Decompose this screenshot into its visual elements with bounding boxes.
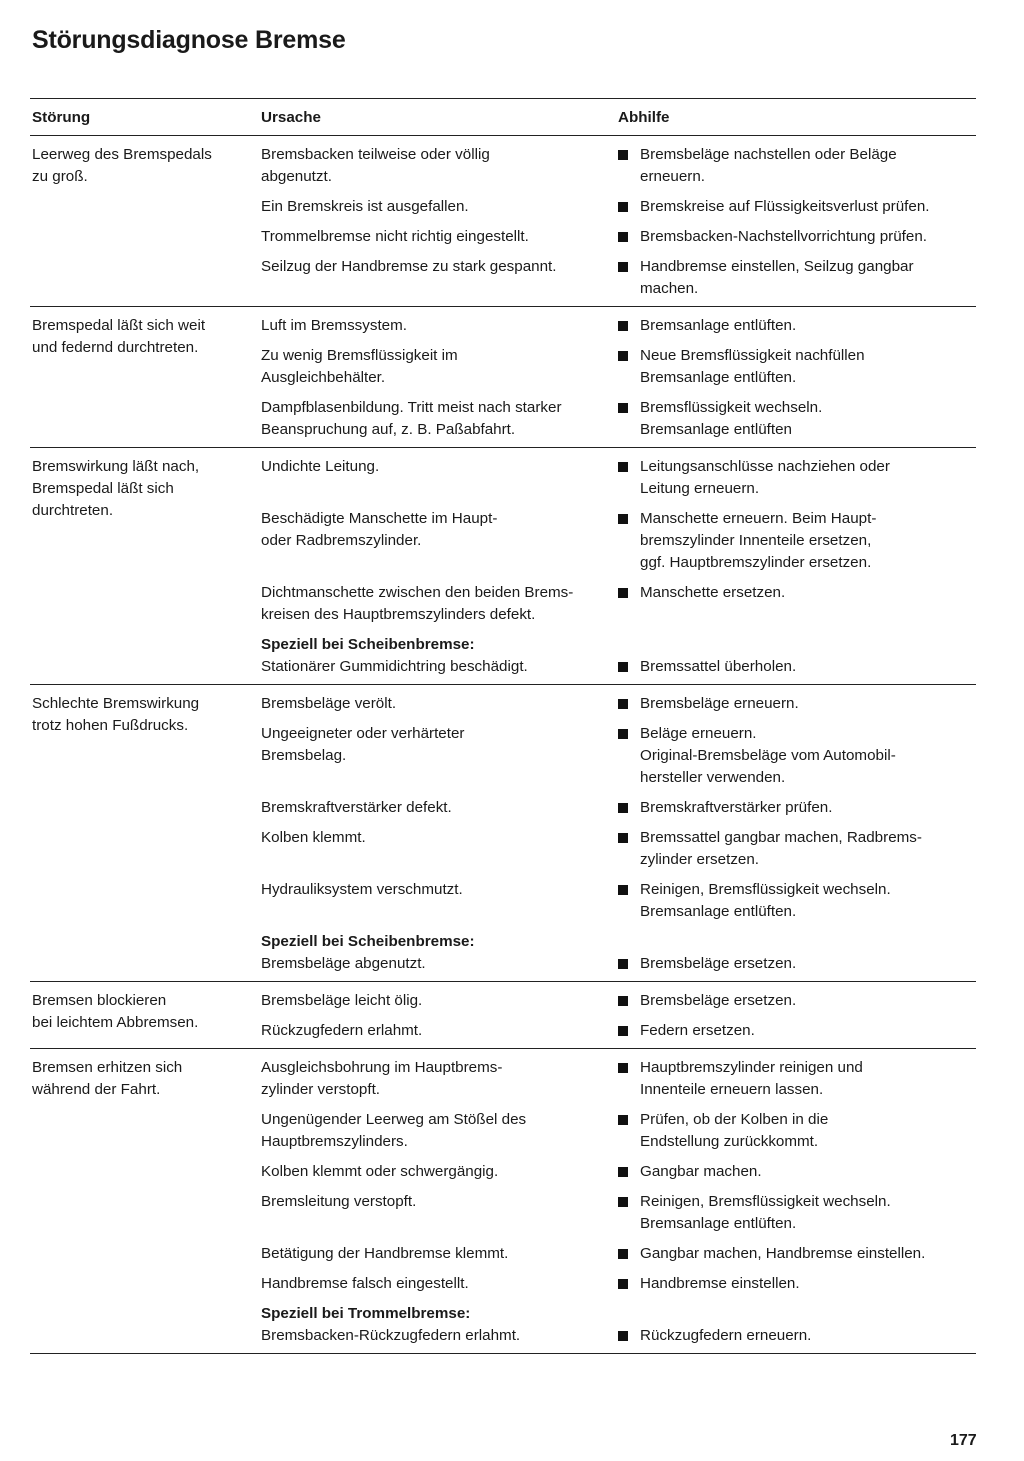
ursache-text: Betätigung der Handbremse klemmt.: [261, 1245, 509, 1262]
special-note: Speziell bei Trommelbremse:: [261, 1305, 471, 1322]
abhilfe-cell: [618, 1106, 976, 1158]
ursache-cell: [261, 505, 618, 579]
abhilfe-item: [618, 1303, 976, 1347]
abhilfe-text: Bremsbeläge ersetzen.: [640, 992, 797, 1009]
ursache-cell: [261, 448, 618, 506]
square-bullet-icon: [618, 150, 628, 160]
abhilfe-cell: [618, 685, 976, 721]
abhilfe-text: Prüfen, ob der Kolben in die Endstellung zurückkommt.: [640, 1111, 829, 1150]
ursache-cell: [261, 579, 618, 631]
abhilfe-item: [618, 931, 976, 975]
abhilfe-cell: [618, 1188, 976, 1240]
abhilfe-cell: [618, 720, 976, 794]
abhilfe-text: Manschette erneuern. Beim Haupt- bremszylinder Innenteile ersetzen, ggf. Hauptbremszylinder ersetzen.: [640, 510, 877, 571]
ursache-cell: [261, 685, 618, 721]
abhilfe-cell: [618, 1270, 976, 1300]
square-bullet-icon: [618, 662, 628, 672]
square-bullet-icon: [618, 514, 628, 524]
abhilfe-text: Bremsanlage entlüften.: [640, 317, 797, 334]
abhilfe-cell: [618, 631, 976, 685]
abhilfe-cell: [618, 1049, 976, 1107]
abhilfe-item: [618, 634, 976, 678]
ursache-text: Bremsbacken teilweise oder völlig abgenutzt.: [261, 146, 490, 185]
abhilfe-cell: [618, 505, 976, 579]
storung-text: Bremsen erhitzen sich während der Fahrt.: [32, 1059, 183, 1098]
square-bullet-icon: [618, 1197, 628, 1207]
ursache-cell: [261, 928, 618, 982]
abhilfe-text: Gangbar machen.: [640, 1163, 762, 1180]
abhilfe-item: [618, 723, 976, 789]
abhilfe-item: [618, 508, 976, 574]
abhilfe-cell: [618, 794, 976, 824]
table-row: [30, 982, 976, 1018]
abhilfe-cell: [618, 448, 976, 506]
ursache-cell: [261, 1158, 618, 1188]
table-row: [30, 685, 976, 721]
abhilfe-text: Reinigen, Bremsflüssigkeit wechseln. Bremsanlage entlüften.: [640, 881, 891, 920]
storung-text: Bremspedal läßt sich weit und federnd durchtreten.: [32, 317, 206, 356]
special-note: Speziell bei Scheibenbremse:: [261, 636, 475, 653]
abhilfe-text: Hauptbremszylinder reinigen und Innenteile erneuern lassen.: [640, 1059, 863, 1098]
abhilfe-item: [618, 827, 976, 871]
ursache-text: Bremsbeläge verölt.: [261, 695, 397, 712]
square-bullet-icon: [618, 833, 628, 843]
ursache-text: Kolben klemmt.: [261, 829, 366, 846]
fault-group: [30, 1049, 976, 1354]
abhilfe-item: [618, 1191, 976, 1235]
ursache-cell: [261, 631, 618, 685]
abhilfe-text: Handbremse einstellen, Seilzug gangbar machen.: [640, 258, 914, 297]
square-bullet-icon: [618, 729, 628, 739]
ursache-cell: [261, 136, 618, 194]
square-bullet-icon: [618, 1063, 628, 1073]
abhilfe-text: Gangbar machen, Handbremse einstellen.: [640, 1245, 926, 1262]
ursache-cell: [261, 876, 618, 928]
table-row: [30, 1049, 976, 1107]
ursache-cell: [261, 253, 618, 307]
ursache-cell: [261, 824, 618, 876]
square-bullet-icon: [618, 1249, 628, 1259]
square-bullet-icon: [618, 588, 628, 598]
ursache-text: Luft im Bremssystem.: [261, 317, 407, 334]
abhilfe-text: Manschette ersetzen.: [640, 584, 786, 601]
ursache-text: Handbremse falsch eingestellt.: [261, 1275, 469, 1292]
fault-group: [30, 448, 976, 685]
abhilfe-item: [618, 397, 976, 441]
ursache-text: Beschädigte Manschette im Haupt- oder Radbremszylinder.: [261, 510, 498, 549]
abhilfe-item: [618, 582, 976, 604]
diagnosis-table: [30, 98, 976, 1354]
abhilfe-text: Rückzugfedern erneuern.: [640, 1327, 812, 1344]
abhilfe-text: Bremsbeläge nachstellen oder Beläge erneuern.: [640, 146, 897, 185]
ursache-text: Bremskraftverstärker defekt.: [261, 799, 452, 816]
page-number: 177: [950, 1432, 977, 1449]
abhilfe-item: [618, 1057, 976, 1101]
square-bullet-icon: [618, 262, 628, 272]
abhilfe-item: [618, 693, 976, 715]
storung-cell: [30, 307, 261, 448]
abhilfe-item: [618, 315, 976, 337]
ursache-text: Dampfblasenbildung. Tritt meist nach starker Beanspruchung auf, z. B. Paßabfahrt.: [261, 399, 562, 438]
ursache-text: Ungeeigneter oder verhärteter Bremsbelag.: [261, 725, 465, 764]
abhilfe-cell: [618, 1158, 976, 1188]
ursache-cell: [261, 1300, 618, 1354]
ursache-text: Hydrauliksystem verschmutzt.: [261, 881, 463, 898]
abhilfe-text: Bremskreise auf Flüssigkeitsverlust prüfen.: [640, 198, 930, 215]
table-row: [30, 448, 976, 506]
abhilfe-text: Bremssattel gangbar machen, Radbrems- zylinder ersetzen.: [640, 829, 922, 868]
abhilfe-item: [618, 456, 976, 500]
ursache-cell: [261, 223, 618, 253]
ursache-text: Dichtmanschette zwischen den beiden Brems- kreisen des Hauptbremszylinders defekt.: [261, 584, 574, 623]
storung-text: Bremsen blockieren bei leichtem Abbremsen.: [32, 992, 199, 1031]
square-bullet-icon: [618, 1115, 628, 1125]
ursache-cell: [261, 342, 618, 394]
ursache-cell: [261, 1270, 618, 1300]
ursache-cell: [261, 720, 618, 794]
abhilfe-item: [618, 1161, 976, 1183]
ursache-cell: [261, 1188, 618, 1240]
ursache-text: Rückzugfedern erlahmt.: [261, 1022, 423, 1039]
abhilfe-item: [618, 1243, 976, 1265]
ursache-text: Undichte Leitung.: [261, 458, 380, 475]
storung-cell: [30, 685, 261, 982]
abhilfe-cell: [618, 1300, 976, 1354]
abhilfe-item: [618, 990, 976, 1012]
abhilfe-cell: [618, 136, 976, 194]
special-note: Speziell bei Scheibenbremse:: [261, 933, 475, 950]
abhilfe-cell: [618, 876, 976, 928]
abhilfe-text: Bremssattel überholen.: [640, 658, 797, 675]
square-bullet-icon: [618, 1167, 628, 1177]
page-title: Störungsdiagnose Bremse: [32, 26, 346, 54]
abhilfe-cell: [618, 928, 976, 982]
table-header: [30, 99, 976, 136]
ursache-cell: [261, 794, 618, 824]
abhilfe-cell: [618, 193, 976, 223]
abhilfe-item: [618, 1273, 976, 1295]
abhilfe-text: Federn ersetzen.: [640, 1022, 755, 1039]
ursache-text: Stationärer Gummidichtring beschädigt.: [261, 658, 528, 675]
square-bullet-icon: [618, 321, 628, 331]
abhilfe-cell: [618, 307, 976, 343]
abhilfe-cell: [618, 824, 976, 876]
abhilfe-text: Bremsbeläge erneuern.: [640, 695, 799, 712]
abhilfe-cell: [618, 1017, 976, 1049]
fault-group: [30, 307, 976, 448]
abhilfe-item: [618, 1109, 976, 1153]
ursache-text: Zu wenig Bremsflüssigkeit im Ausgleichbehälter.: [261, 347, 458, 386]
ursache-cell: [261, 1049, 618, 1107]
fault-group: [30, 136, 976, 307]
ursache-text: Kolben klemmt oder schwergängig.: [261, 1163, 499, 1180]
square-bullet-icon: [618, 462, 628, 472]
ursache-text: Seilzug der Handbremse zu stark gespannt.: [261, 258, 557, 275]
square-bullet-icon: [618, 885, 628, 895]
abhilfe-text: Neue Bremsflüssigkeit nachfüllen Bremsanlage entlüften.: [640, 347, 865, 386]
ursache-text: Bremsbeläge leicht ölig.: [261, 992, 423, 1009]
abhilfe-text: Bremskraftverstärker prüfen.: [640, 799, 833, 816]
abhilfe-cell: [618, 223, 976, 253]
storung-cell: [30, 1049, 261, 1354]
storung-text: Schlechte Bremswirkung trotz hohen Fußdrucks.: [32, 695, 200, 734]
abhilfe-text: Handbremse einstellen.: [640, 1275, 800, 1292]
abhilfe-text: Beläge erneuern. Original-Bremsbeläge vom Automobil- hersteller verwenden.: [640, 725, 896, 786]
abhilfe-text: Bremsbacken-Nachstellvorrichtung prüfen.: [640, 228, 928, 245]
storung-cell: [30, 448, 261, 685]
ursache-text: Ausgleichsbohrung im Hauptbrems- zylinder verstopft.: [261, 1059, 503, 1098]
abhilfe-cell: [618, 1240, 976, 1270]
ursache-text: Bremsbacken-Rückzugfedern erlahmt.: [261, 1327, 521, 1344]
square-bullet-icon: [618, 699, 628, 709]
square-bullet-icon: [618, 202, 628, 212]
ursache-cell: [261, 193, 618, 223]
abhilfe-cell: [618, 982, 976, 1018]
abhilfe-text: Bremsbeläge ersetzen.: [640, 955, 797, 972]
square-bullet-icon: [618, 1279, 628, 1289]
abhilfe-text: Leitungsanschlüsse nachziehen oder Leitung erneuern.: [640, 458, 890, 497]
ursache-cell: [261, 1106, 618, 1158]
abhilfe-cell: [618, 253, 976, 307]
storung-cell: [30, 982, 261, 1049]
abhilfe-cell: [618, 342, 976, 394]
square-bullet-icon: [618, 996, 628, 1006]
ursache-text: Bremsleitung verstopft.: [261, 1193, 417, 1210]
header-abhilfe: Abhilfe: [618, 99, 976, 136]
ursache-text: Ein Bremskreis ist ausgefallen.: [261, 198, 469, 215]
abhilfe-text: Bremsflüssigkeit wechseln. Bremsanlage entlüften: [640, 399, 823, 438]
fault-group: [30, 685, 976, 982]
abhilfe-item: [618, 196, 976, 218]
storung-text: Leerweg des Bremspedals zu groß.: [32, 146, 212, 185]
abhilfe-item: [618, 797, 976, 819]
table-row: [30, 136, 976, 194]
square-bullet-icon: [618, 1026, 628, 1036]
storung-cell: [30, 136, 261, 307]
abhilfe-item: [618, 256, 976, 300]
ursache-cell: [261, 1017, 618, 1049]
ursache-text: Ungenügender Leerweg am Stößel des Hauptbremszylinders.: [261, 1111, 527, 1150]
square-bullet-icon: [618, 351, 628, 361]
ursache-text: Trommelbremse nicht richtig eingestellt.: [261, 228, 529, 245]
abhilfe-text: Reinigen, Bremsflüssigkeit wechseln. Bremsanlage entlüften.: [640, 1193, 891, 1232]
abhilfe-item: [618, 345, 976, 389]
header-storung: Störung: [30, 99, 261, 136]
ursache-cell: [261, 307, 618, 343]
abhilfe-item: [618, 144, 976, 188]
square-bullet-icon: [618, 403, 628, 413]
abhilfe-cell: [618, 579, 976, 631]
header-ursache: Ursache: [261, 99, 618, 136]
square-bullet-icon: [618, 232, 628, 242]
square-bullet-icon: [618, 959, 628, 969]
storung-text: Bremswirkung läßt nach, Bremspedal läßt sich durchtreten.: [32, 458, 200, 519]
table-row: [30, 307, 976, 343]
ursache-cell: [261, 1240, 618, 1270]
fault-group: [30, 982, 976, 1049]
ursache-cell: [261, 394, 618, 448]
square-bullet-icon: [618, 803, 628, 813]
abhilfe-item: [618, 226, 976, 248]
ursache-cell: [261, 982, 618, 1018]
abhilfe-cell: [618, 394, 976, 448]
ursache-text: Bremsbeläge abgenutzt.: [261, 955, 426, 972]
abhilfe-item: [618, 879, 976, 923]
square-bullet-icon: [618, 1331, 628, 1341]
abhilfe-item: [618, 1020, 976, 1042]
